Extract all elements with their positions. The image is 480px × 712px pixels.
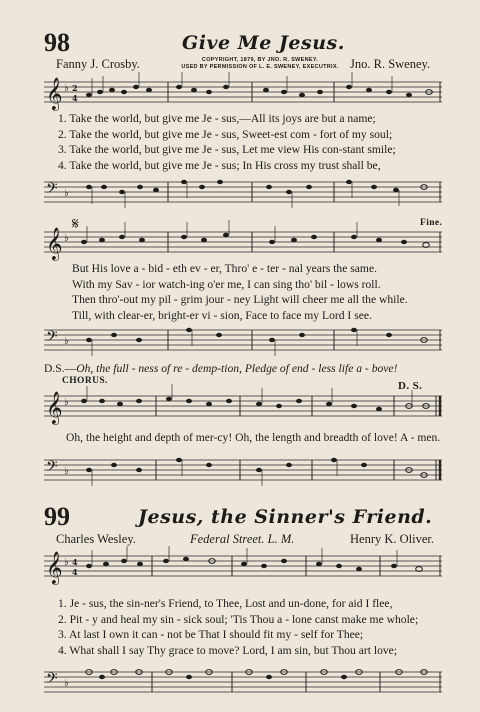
flat-key-icon: ♭ [64, 188, 69, 199]
time-signature-lower: 4 [72, 567, 78, 577]
treble-staff [44, 552, 442, 588]
copyright-notice [170, 57, 350, 70]
treble-clef-icon: 𝄞 [46, 227, 63, 260]
staff-lines [44, 232, 442, 252]
staff-lines [44, 396, 442, 416]
bass-clef-icon: 𝄢 [46, 458, 58, 479]
hymn-title: Give Me Jesus. [182, 32, 345, 54]
time-signature: 4 [72, 557, 78, 567]
staff-lines [44, 460, 442, 480]
author-credit: Fanny J. Crosby. [56, 57, 140, 71]
note-group [86, 72, 432, 97]
staff-lines [44, 672, 442, 692]
hymn-number: 99 [44, 502, 70, 531]
bass-clef-icon: 𝄢 [46, 670, 58, 691]
time-signature-lower: 4 [72, 93, 78, 103]
bass-staff [44, 456, 442, 492]
refrain-line: Then thro'-out my pil - grim jour - ney Light will cheer me all the while. [72, 293, 408, 306]
flat-key-icon: ♭ [64, 336, 69, 347]
ds-mark: D. S. [398, 380, 423, 392]
ds-label: D.S.— [44, 362, 77, 375]
note-group [81, 384, 429, 411]
fine-mark: Fine. [420, 218, 443, 228]
note-group [86, 328, 427, 356]
copyright-line-1: COPYRIGHT, 1879, BY JNO. R. SWENEY. [201, 57, 319, 63]
copyright-line-2: USED BY PERMISSION OF L. E. SWENEY, EXECUTRIX. [181, 63, 339, 70]
flat-key-icon: ♭ [64, 83, 69, 94]
staff-lines [44, 82, 442, 102]
note-group [81, 220, 429, 247]
treble-clef-icon: 𝄞 [46, 551, 63, 584]
chorus-text: Oh, the height and depth of mer-cy! Oh, the length and breadth of love! A - men. [66, 431, 441, 444]
verse-line: 2. Pit - y and heal my sin - sick soul; 'Tis Thou a - lone canst make me whole; [58, 612, 419, 626]
treble-clef-icon: 𝄞 [46, 391, 63, 424]
note-group [86, 546, 422, 571]
flat-key-icon: ♭ [64, 397, 69, 408]
refrain-line: With my Sav - ior watch-ing o'er me, I can sing tho' bil - lows roll. [72, 277, 381, 291]
ds-text: Oh, the full - ness of re - demp-tion, Pledge of end - less life a - bove! [76, 362, 398, 375]
bass-staff [44, 326, 442, 362]
bass-staff [44, 668, 442, 704]
note-group [86, 180, 427, 208]
time-signature: 2 [72, 83, 78, 93]
chorus-label: CHORUS. [62, 376, 108, 386]
treble-staff [44, 228, 442, 264]
verse-line: 1. Take the world, but give me Je - sus,—All its joys are but a name; [58, 112, 376, 125]
hymn-title: Jesus, the Sinner's Friend. [138, 506, 433, 528]
composer-credit: Henry K. Oliver. [350, 532, 435, 546]
note-group [86, 670, 428, 680]
verse-line: 2. Take the world, but give me Je - sus, Sweet-est com - fort of my soul; [58, 127, 393, 141]
hymn-number: 98 [44, 28, 70, 57]
tune-name: Federal Street. L. M. [190, 532, 295, 546]
treble-staff [44, 392, 442, 428]
verse-line: 1. Je - sus, the sin-ner's Friend, to Thee, Lost and un-done, for aid I flee, [58, 597, 393, 610]
flat-key-icon: ♭ [64, 678, 69, 689]
bass-clef-icon: 𝄢 [46, 180, 58, 201]
refrain-block [72, 261, 408, 323]
flat-key-icon: ♭ [64, 233, 69, 244]
ds-line [44, 362, 397, 375]
composer-credit: Jno. R. Sweney. [350, 57, 431, 71]
bass-clef-icon: 𝄢 [46, 328, 58, 349]
segno-mark: 𝄋 [72, 214, 79, 233]
bass-staff [44, 178, 442, 214]
staff-lines [44, 330, 442, 350]
verse-block [58, 111, 396, 173]
flat-key-icon: ♭ [64, 466, 69, 477]
treble-clef-icon: 𝄞 [46, 77, 63, 110]
verse-line: 3. Take the world, but give me Je - sus, Let me view His con-stant smile; [58, 143, 396, 156]
verse-line: 4. What shall I say Thy grace to move? Lord, I am sin, but Thou art love; [58, 643, 398, 657]
refrain-line: Till, with clear-er, bright-er vi - sion, Face to face my Lord I see. [72, 308, 372, 322]
verse-block [58, 596, 418, 658]
verse-line: 3. At last I own it can - not be That I should fit my - self for Thee; [58, 628, 364, 641]
refrain-line: But His love a - bid - eth ev - er, Thro' e - ter - nal years the same. [72, 262, 377, 275]
flat-key-icon: ♭ [64, 557, 69, 568]
verse-line: 4. Take the world, but give me Je - sus; In His cross my trust shall be, [58, 158, 381, 172]
treble-staff [44, 78, 442, 114]
author-credit: Charles Wesley. [56, 532, 136, 546]
note-group [86, 458, 427, 486]
